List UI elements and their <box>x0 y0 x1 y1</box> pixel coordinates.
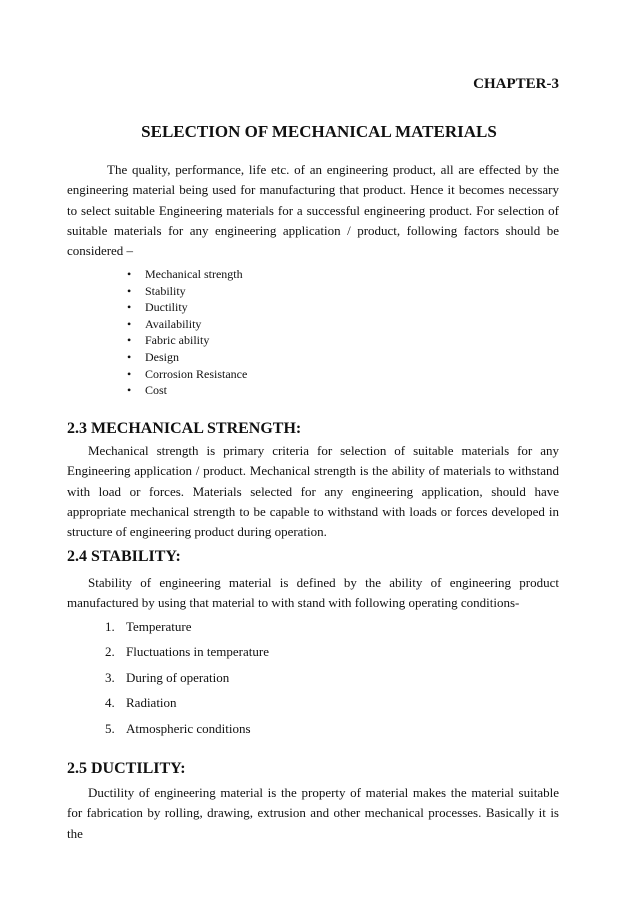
list-text: Fluctuations in temperature <box>126 644 269 660</box>
page-title: SELECTION OF MECHANICAL MATERIALS <box>141 122 497 141</box>
section-body-ductility: Ductility of engineering material is the property of material makes the material suitable for fabrication by rolling, drawing, extrusion and other mechanical processes. Basically it is the <box>67 785 559 841</box>
section-body-stability: Stability of engineering material is defined by the ability of engineering product manufactured by using that material to with stand with following operating conditions- <box>67 575 559 611</box>
list-number: 2. <box>105 644 115 660</box>
list-item <box>105 693 269 718</box>
list-number: 5. <box>105 720 115 736</box>
list-text: During of operation <box>126 669 230 685</box>
stability-conditions-list <box>105 617 269 744</box>
factor-list <box>127 266 247 399</box>
list-item <box>105 642 269 667</box>
list-number: 4. <box>105 695 115 711</box>
list-item: • Corrosion Resistance <box>127 366 247 383</box>
intro-paragraph: The quality, performance, life etc. of an engineering product, all are effected by the engineering material being used for manufacturing that product. Hence it becomes necessary to select suitable Engineering materials for a successful engineering product. For selection of suitable materials for any engineering application / product, following factors should be considered – <box>67 162 559 259</box>
list-item: • Design <box>127 349 247 366</box>
list-item: • Stability <box>127 283 247 300</box>
list-item <box>105 719 269 744</box>
list-item: • Availability <box>127 316 247 333</box>
list-item <box>105 617 269 642</box>
list-item: • Cost <box>127 382 247 399</box>
chapter-label: CHAPTER-3 <box>473 76 559 92</box>
list-number: 1. <box>105 619 115 634</box>
list-text: Radiation <box>126 695 177 711</box>
list-number: 3. <box>105 669 115 685</box>
list-item: • Mechanical strength <box>127 266 247 283</box>
list-item: • Ductility <box>127 299 247 316</box>
list-text: Temperature <box>126 619 192 634</box>
section-heading-ductility: 2.5 DUCTILITY: <box>67 760 186 777</box>
section-body-mechanical-strength: Mechanical strength is primary criteria for selection of suitable materials for any Engineering application / product. Mechanical strength is the ability of materials to withstand with load or forces. Materials selected for any engineering application, should have appropriate mechanical strength to be capable to withstand with loads or forces developed in structure of engineering product during operation. <box>67 443 559 540</box>
list-item: • Fabric ability <box>127 332 247 349</box>
list-text: Atmospheric conditions <box>126 720 251 736</box>
list-item <box>105 668 269 693</box>
section-heading-stability: 2.4 STABILITY: <box>67 548 181 565</box>
section-heading-mechanical-strength: 2.3 MECHANICAL STRENGTH: <box>67 420 302 437</box>
